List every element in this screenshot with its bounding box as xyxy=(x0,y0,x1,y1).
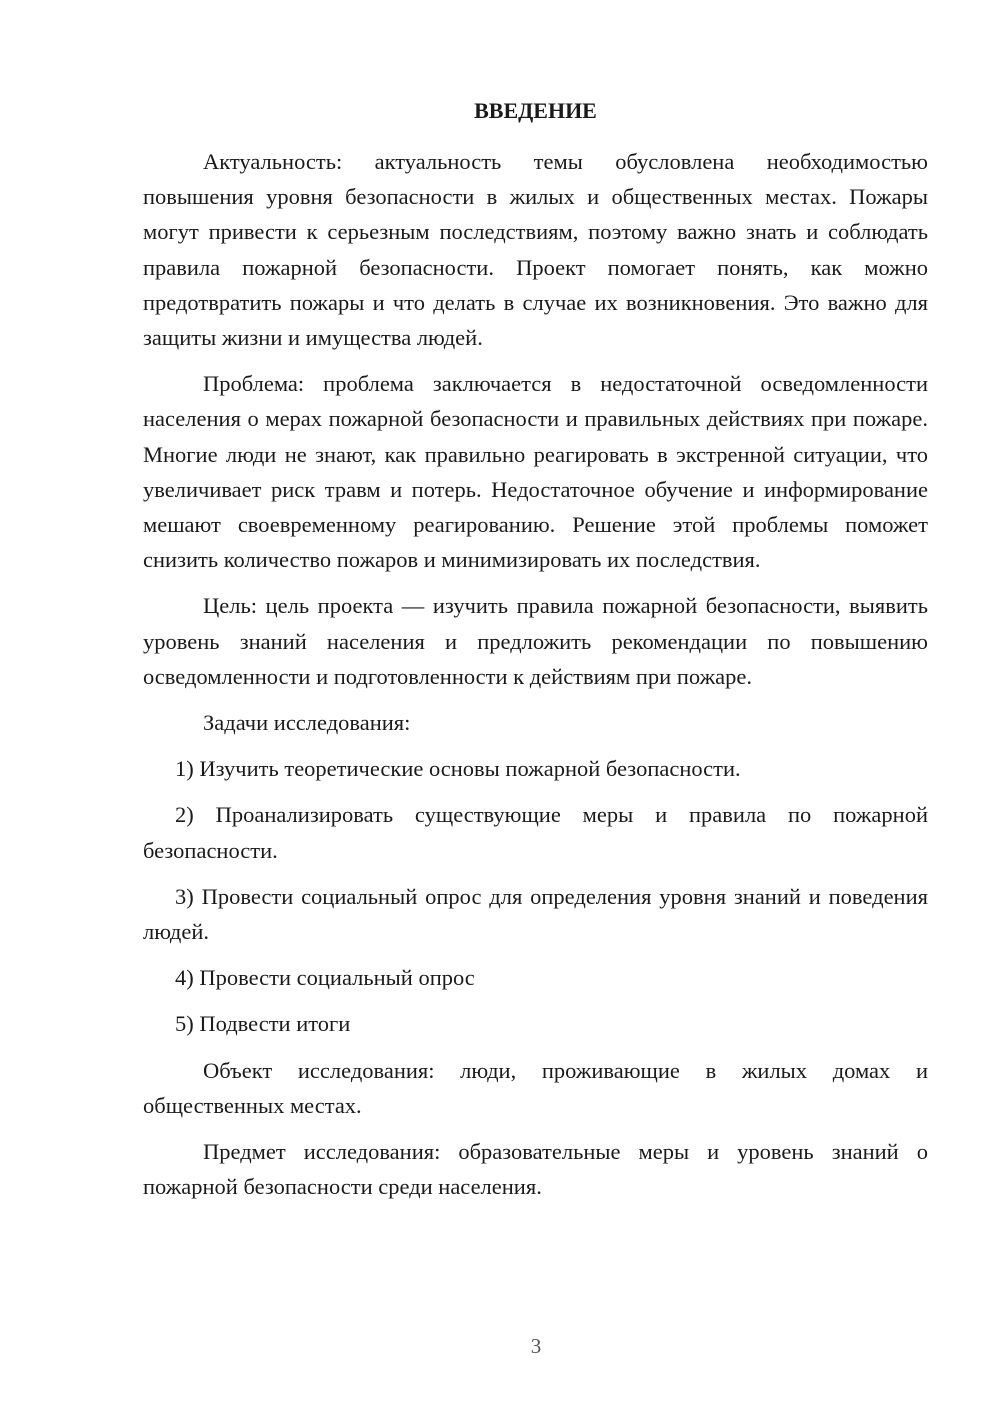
task-item-4: 4) Провести социальный опрос xyxy=(175,965,475,991)
task-item-1: 1) Изучить теоретические основы пожарной безопасности. xyxy=(175,756,741,782)
paragraph-relevance: Актуальность: актуальность темы обусловлена необходимостью повышения уровня безопасности в жилых и общественных местах. Пожары могут привести к серьезным последствиям, поэтому важно знать и соблюдать правила пожарной безопасности. Проект помогает понять, как можно предотвратить пожары и что делать в случае их возникновения. Это важно для защиты жизни и имущества людей. xyxy=(143,149,928,351)
paragraph-research-object: Объект исследования: люди, проживающие в жилых домах и общественных местах. xyxy=(143,1057,928,1118)
paragraph-problem: Проблема: проблема заключается в недостаточной осведомленности населения о мерах пожарной безопасности и правильных действиях при пожаре. Многие люди не знают, как правильно реагировать в экстренной ситуации, что увеличивает риск травм и потерь. Недостаточное обучение и информирование мешают своевременному реагированию. Решение этой проблемы поможет снизить количество пожаров и минимизировать их последствия. xyxy=(143,371,928,573)
task-item-5: 5) Подвести итоги xyxy=(175,1011,351,1037)
page-content xyxy=(143,96,928,1215)
page-number: 3 xyxy=(530,1334,542,1358)
paragraph-research-subject: Предмет исследования: образовательные меры и уровень знаний о пожарной безопасности среди населения. xyxy=(143,1139,928,1200)
task-item-2: 2) Проанализировать существующие меры и правила по пожарной безопасности. xyxy=(143,802,928,863)
paragraph-tasks-heading: Задачи исследования: xyxy=(203,710,411,736)
section-title: ВВЕДЕНИЕ xyxy=(474,98,597,123)
task-item-3: 3) Провести социальный опрос для определения уровня знаний и поведения людей. xyxy=(143,883,928,945)
paragraph-goal: Цель: цель проекта — изучить правила пожарной безопасности, выявить уровень знаний населения и предложить рекомендации по повышению осведомленности и подготовленности к действиям при пожаре. xyxy=(143,593,928,689)
